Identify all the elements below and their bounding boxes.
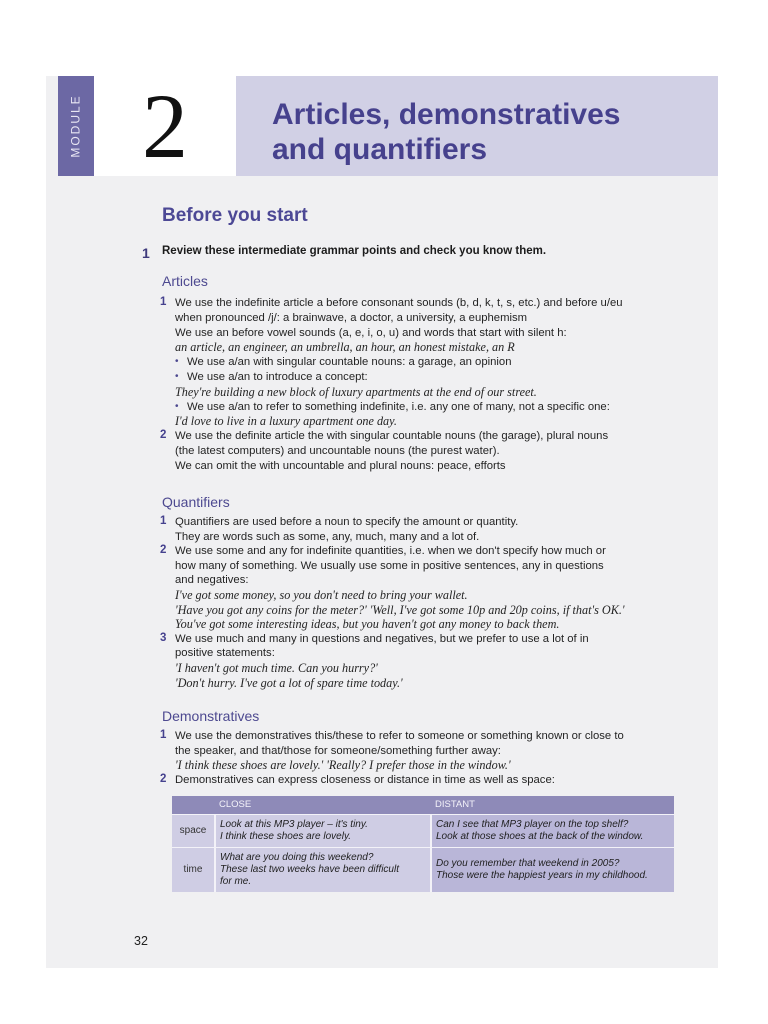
text-line: We use some and any for indefinite quantities, i.e. when we don't specify how much or [175,545,606,558]
table-cell-line: Look at this MP3 player – it's tiny. [220,819,368,830]
point-number: 1 [160,729,167,741]
page-number: 32 [134,934,148,948]
text-line: We use the definite article the with singular countable nouns (the garage), plural nouns [175,430,609,443]
bullet-icon: • [175,400,179,412]
point-number: 2 [160,772,167,785]
text-line: Demonstratives can express closeness or distance in time as well as space: [175,773,555,786]
text-line: (the latest computers) and uncountable nouns (the purest water). [175,445,500,457]
title-band [236,76,718,176]
table-cell-line: These last two weeks have been difficult [220,864,399,875]
text-line: They're building a new block of luxury apartments at the end of our street. [175,384,537,399]
subheading-quantifiers: Quantifiers [162,494,230,510]
table-cell-distant [431,848,674,893]
table-cell-distant [431,815,674,848]
table-row [172,848,674,893]
text-line: the speaker, and that/those for someone/something further away: [175,744,501,757]
table-cell-close [215,848,431,893]
bullet-icon: • [175,371,179,382]
table-cell-line: Do you remember that weekend in 2005? [436,858,620,869]
text-line: We use a/an with singular countable nouns: a garage, an opinion [187,356,512,369]
section-heading-before-you-start: Before you start [162,205,308,226]
module-title-line1: Articles, demonstratives [272,98,621,131]
table-cell-line: Those were the happiest years in my childhood. [436,870,648,881]
table-row [172,815,674,848]
table-header-close: CLOSE [215,796,431,815]
text-line: We use a/an to refer to something indefinite, i.e. any one of many, not a specific one: [187,400,610,413]
subheading-demonstratives: Demonstratives [162,708,260,724]
point-number: 3 [160,631,167,644]
table-header-row [172,796,674,815]
exercise-instruction: Review these intermediate grammar points and check you know them. [162,245,547,257]
text-line: We use the indefinite article a before consonant sounds (b, d, k, t, s, etc.) and before u/eu [175,297,623,309]
text-line: I'd love to live in a luxury apartment one day. [175,414,397,429]
text-line: when pronounced /j/: a brainwave, a doctor, a university, a euphemism [175,311,528,324]
text-line: We use the demonstratives this/these to refer to someone or something known or close to [175,730,624,742]
table-cell-line: Can I see that MP3 player on the top shelf? [436,819,629,830]
text-line: We use an before vowel sounds (a, e, i, o, u) and words that start with silent h: [175,326,567,339]
text-line: 'Have you got any coins for the meter?' 'Well, I've got some 10p and 20p coins, if that's OK.' [175,602,625,617]
text-line: an article, an engineer, an umbrella, an hour, an honest mistake, an R [175,340,515,355]
module-number-box [94,76,236,176]
text-line: and negatives: [175,574,249,587]
text-line: We use much and many in questions and negatives, but we prefer to use a lot of in [175,632,589,645]
table-header-empty [172,796,215,815]
text-line: positive statements: [175,647,275,660]
module-title-line2: and quantifiers [272,133,488,166]
point-number: 1 [160,515,167,527]
demonstratives-table [172,796,674,892]
module-side-tab [58,76,94,176]
table-cell-line: What are you doing this weekend? [220,852,374,863]
bullet-icon: • [175,356,179,368]
text-line: Quantifiers are used before a noun to specify the amount or quantity. [175,516,519,528]
module-number: 2 [142,75,188,177]
text-line: 'I think these shoes are lovely.' 'Really? I prefer those in the window.' [175,758,511,773]
text-line: 'I haven't got much time. Can you hurry?' [175,661,378,675]
exercise-number: 1 [142,245,150,261]
subheading-articles: Articles [162,273,208,289]
text-line: We can omit the with uncountable and plural nouns: peace, efforts [175,459,506,472]
table-row-label: space [172,815,215,848]
table-cell-close [215,815,431,848]
text-line: You've got some interesting ideas, but you haven't got any money to back them. [175,617,560,632]
text-line: We use a/an to introduce a concept: [187,371,368,383]
table-row-label: time [172,848,215,893]
point-number: 2 [160,429,167,442]
text-line: They are words such as some, any, much, many and a lot of. [175,530,480,543]
table-cell-line: for me. [220,876,252,887]
point-number: 2 [160,544,167,557]
text-line: I've got some money, so you don't need to bring your wallet. [175,588,468,602]
point-number: 1 [160,296,167,308]
table-cell-line: Look at those shoes at the back of the window. [436,831,644,842]
table-header-distant: DISTANT [431,796,674,815]
text-line: how many of something. We usually use some in positive sentences, any in questions [175,559,604,572]
text-line: 'Don't hurry. I've got a lot of spare time today.' [175,675,403,690]
table-cell-line: I think these shoes are lovely. [220,831,351,842]
module-label: MODULE [69,94,83,158]
